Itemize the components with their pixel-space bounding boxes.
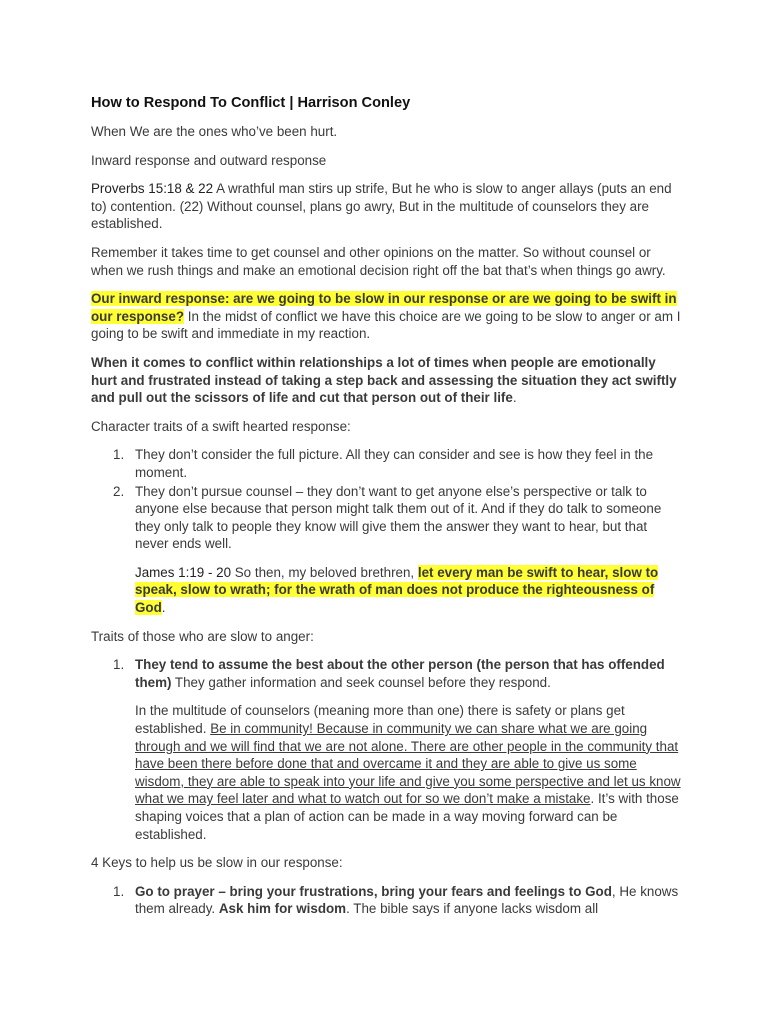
list-number: 1.: [113, 657, 125, 673]
list-item-bold-2: Ask him for wisdom: [218, 901, 347, 917]
inward-paragraph: [91, 290, 681, 343]
list-item-text: , He knows them already.: [135, 883, 679, 917]
conflict-tail: .: [512, 390, 517, 406]
counselors-paragraph: [91, 702, 681, 843]
james-paragraph: [91, 564, 681, 617]
counselors-start: In the multitude of counselors (meaning more than one) there is safety or plans get established.: [135, 703, 625, 737]
james-highlight: let every man be swift to hear, slow to speak, slow to wrath; for the wrath of man does not produce the righteousness of God: [135, 564, 659, 616]
document-title: How to Respond To Conflict | Harrison Conley: [91, 95, 411, 111]
response-line: Inward response and outward response: [91, 152, 327, 168]
list-number: 2.: [113, 483, 125, 499]
counselors-underlined: Be in community! Because in community we can share what we are going through and we will find that we are not alone. There are other people in the community that have been there before done that and overcame it and they are able to give us some wisdom, they are able to speak into your life and give you some perspective and let us know what we may feel later and what to watch out for so we don’t make a mistake: [135, 721, 681, 807]
swift-list: [91, 446, 681, 553]
james-text: So then, my beloved brethren,: [231, 564, 418, 580]
counselors-end: . It’s with those shaping voices that a plan of action can be made in a way moving forward can be established.: [135, 791, 679, 842]
conflict-paragraph: [91, 354, 681, 407]
list-item: [91, 446, 681, 481]
inward-text: In the midst of conflict we have this choice are we going to be slow to anger or am I going to be swift and immediate in my reaction.: [91, 308, 681, 342]
keys-list: [91, 883, 681, 918]
counsel-paragraph: Remember it takes time to get counsel and other opinions on the matter. So without counsel or when we rush things and make an emotional decision right off the bat that’s when things go awry.: [91, 244, 666, 278]
list-number: 1.: [113, 447, 125, 463]
list-item: [91, 883, 681, 918]
proverbs-reference: Proverbs 15:18 & 22: [91, 181, 214, 197]
conflict-bold-text: When it comes to conflict within relationships a lot of times when people are emotionally hurt and frustrated instead of taking a step back and assessing the situation they act swiftly and pull out the scissors of life and cut that person out of their life: [91, 354, 677, 406]
list-item: [91, 656, 681, 691]
keys-heading: 4 Keys to help us be slow in our response:: [91, 855, 343, 871]
document-page: [91, 93, 681, 929]
list-number: 1.: [113, 883, 125, 899]
proverbs-paragraph: [91, 180, 681, 233]
list-item-text: They don’t pursue counsel – they don’t want to get anyone else’s perspective or talk to anyone else because that person might talk them out of it. And if they do talk to someone they only talk to people they know will give them the answer they want to hear, but that never ends well.: [135, 483, 662, 552]
list-item-text-2: . The bible says if anyone lacks wisdom all: [346, 901, 599, 917]
list-item-text: They gather information and seek counsel before they respond.: [171, 674, 551, 690]
slow-list: [91, 656, 681, 691]
swift-heading: Character traits of a swift hearted response:: [91, 418, 351, 434]
james-tail: .: [161, 600, 166, 616]
list-item-bold: They tend to assume the best about the other person (the person that has offended them): [135, 657, 665, 690]
list-item-bold: Go to prayer – bring your frustrations, bring your fears and feelings to God: [135, 883, 612, 899]
proverbs-text: A wrathful man stirs up strife, But he who is slow to anger allays (puts an end to) contention. (22) Without counsel, plans go awry, But in the multitude of counselors they are established.: [91, 181, 672, 232]
james-reference: James 1:19 - 20: [135, 564, 232, 580]
list-item: [91, 483, 681, 553]
intro-line: When We are the ones who’ve been hurt.: [91, 124, 338, 139]
slow-heading: Traits of those who are slow to anger:: [91, 628, 314, 644]
list-item-text: They don’t consider the full picture. All they can consider and see is how they feel in the moment.: [135, 447, 654, 480]
inward-highlight: Our inward response: are we going to be slow in our response or are we going to be swift in our response?: [91, 291, 677, 324]
